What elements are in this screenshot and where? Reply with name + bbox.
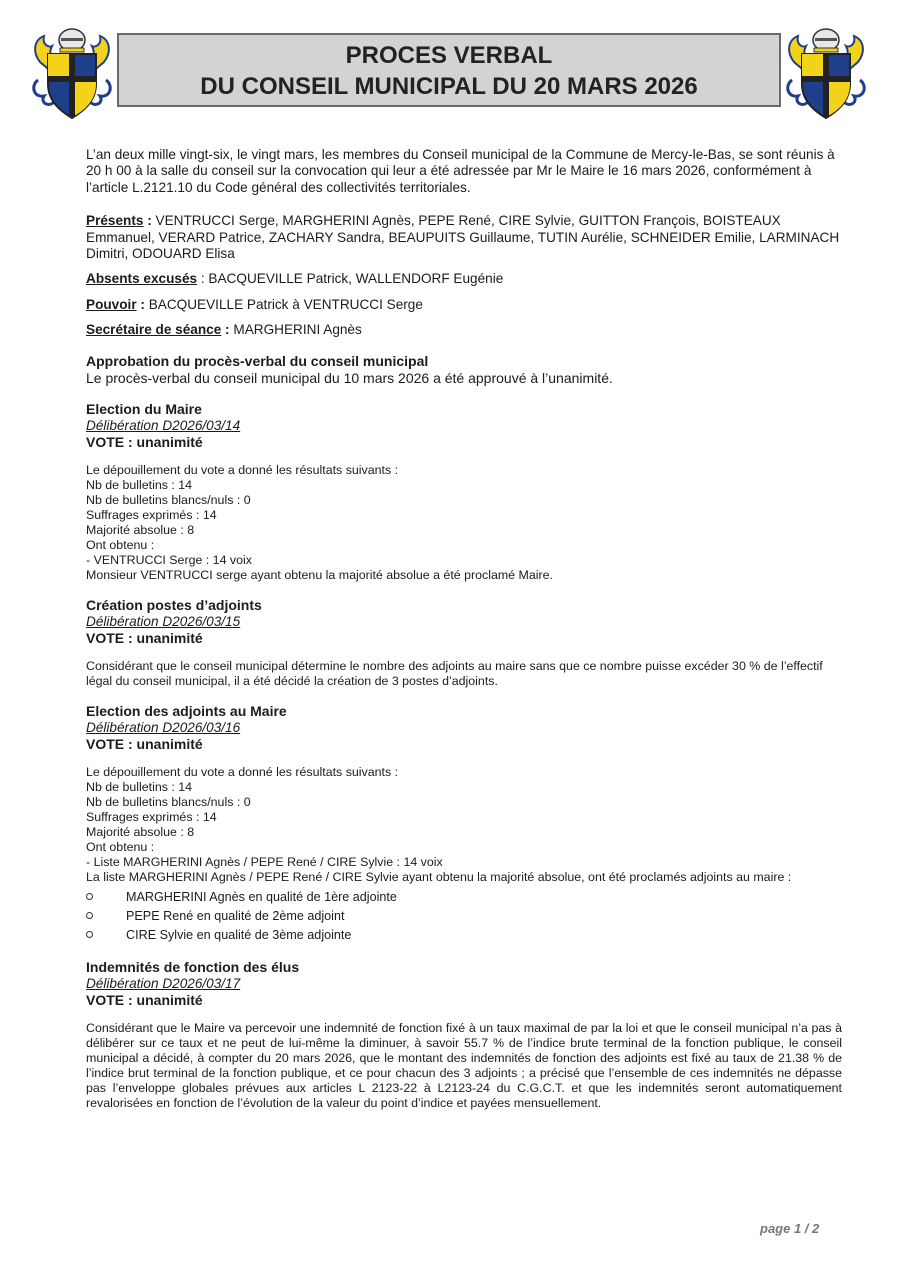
document-title-box bbox=[117, 33, 781, 107]
election-maire-line: - VENTRUCCI Serge : 14 voix bbox=[86, 552, 252, 567]
election-adjoints-line: Suffrages exprimés : 14 bbox=[86, 809, 217, 824]
presents-value: VENTRUCCI Serge, MARGHERINI Agnès, PEPE René, CIRE Sylvie, GUITTON François, BOISTEAUX Emmanuel, VERARD Patrice, ZACHARY Sandra, BEAUPUITS Guillaume, TUTIN Aurélie, SCHNEIDER Emilie, LARMINACH Dimitri, ODOUARD Elisa bbox=[86, 213, 840, 262]
attendance-pouvoir bbox=[86, 297, 842, 313]
election-maire-line: Majorité absolue : 8 bbox=[86, 522, 195, 537]
list-item bbox=[86, 926, 842, 945]
election-adjoints-line: - Liste MARGHERINI Agnès / PEPE René / CIRE Sylvie : 14 voix bbox=[86, 854, 443, 869]
election-adjoints-line: Le dépouillement du vote a donné les résultats suivants : bbox=[86, 764, 399, 779]
election-adjoints-line: Nb de bulletins : 14 bbox=[86, 779, 193, 794]
election-maire-line: Ont obtenu : bbox=[86, 537, 155, 552]
creation-postes-title: Création postes d’adjoints bbox=[86, 596, 262, 613]
election-adjoints-line: Majorité absolue : 8 bbox=[86, 824, 195, 839]
document-title-line-1: PROCES VERBAL bbox=[345, 42, 553, 69]
election-maire-line: Monsieur VENTRUCCI serge ayant obtenu la majorité absolue a été proclamé Maire. bbox=[86, 567, 553, 582]
indemnites-title: Indemnités de fonction des élus bbox=[86, 958, 300, 975]
election-adjoints-line: Ont obtenu : bbox=[86, 839, 155, 854]
list-item bbox=[86, 888, 842, 907]
attendance-presents bbox=[86, 213, 842, 262]
adjoint-text: PEPE René en qualité de 2ème adjoint bbox=[126, 908, 345, 923]
section-creation-postes bbox=[86, 597, 842, 689]
election-adjoints-vote: VOTE : unanimité bbox=[86, 735, 203, 752]
election-adjoints-deliberation: Délibération D2026/03/16 bbox=[86, 719, 241, 735]
adjoint-text: MARGHERINI Agnès en qualité de 1ère adjointe bbox=[126, 889, 397, 904]
attendance-secretaire bbox=[86, 322, 842, 338]
approval-text: Le procès-verbal du conseil municipal du 10 mars 2026 a été approuvé à l’unanimité. bbox=[86, 369, 613, 386]
adjoints-list bbox=[86, 888, 842, 945]
adjoint-text: CIRE Sylvie en qualité de 3ème adjointe bbox=[126, 927, 352, 942]
coat-of-arms-right-icon bbox=[784, 22, 868, 122]
document-title-line-2: DU CONSEIL MUNICIPAL DU 20 MARS 2026 bbox=[200, 73, 698, 100]
indemnites-vote: VOTE : unanimité bbox=[86, 991, 203, 1008]
creation-postes-deliberation: Délibération D2026/03/15 bbox=[86, 613, 241, 629]
bullet-icon bbox=[86, 931, 93, 938]
section-election-maire bbox=[86, 401, 842, 583]
absents-value: BACQUEVILLE Patrick, WALLENDORF Eugénie bbox=[204, 271, 504, 287]
secretaire-colon: : bbox=[221, 322, 230, 338]
secretaire-value: MARGHERINI Agnès bbox=[229, 322, 362, 338]
crest-helmet bbox=[59, 29, 85, 52]
election-maire-vote: VOTE : unanimité bbox=[86, 433, 203, 450]
election-maire-deliberation: Délibération D2026/03/14 bbox=[86, 417, 241, 433]
absents-label: Absents excusés bbox=[86, 271, 198, 287]
creation-postes-text: Considérant que le conseil municipal détermine le nombre des adjoints au maire sans que ce nombre puisse excéder 30 % de l’effectif légal du conseil municipal, il a été décidé la création de 3 postes d’adjoints. bbox=[86, 658, 823, 688]
page-number: page 1 / 2 bbox=[760, 1221, 820, 1236]
election-maire-title: Election du Maire bbox=[86, 400, 202, 417]
election-maire-line: Nb de bulletins blancs/nuls : 0 bbox=[86, 492, 251, 507]
pouvoir-label: Pouvoir bbox=[86, 296, 137, 312]
attendance-absents bbox=[86, 271, 842, 287]
election-maire-line: Le dépouillement du vote a donné les résultats suivants : bbox=[86, 462, 399, 477]
crest-helmet bbox=[813, 29, 839, 52]
list-item bbox=[86, 907, 842, 926]
secretaire-label: Secrétaire de séance bbox=[86, 322, 222, 338]
approval-title: Approbation du procès-verbal du conseil municipal bbox=[86, 352, 429, 369]
document-body bbox=[86, 147, 842, 1125]
crest-shield bbox=[802, 54, 850, 118]
election-adjoints-line: Nb de bulletins blancs/nuls : 0 bbox=[86, 794, 251, 809]
crest-shield bbox=[48, 54, 96, 118]
presents-colon: : bbox=[143, 213, 152, 229]
intro-paragraph: L’an deux mille vingt-six, le vingt mars, les membres du Conseil municipal de la Commune de Mercy-le-Bas, se sont réunis à 20 h 00 à la salle du conseil sur la convocation qui leur a été adressée par Mr le Maire le 16 mars 2026, conformément à l’article L.2121.10 du Code général des collectivités territoriales. bbox=[86, 147, 835, 195]
presents-label: Présents bbox=[86, 213, 144, 229]
section-indemnites bbox=[86, 959, 842, 1111]
election-maire-line: Nb de bulletins : 14 bbox=[86, 477, 193, 492]
pouvoir-colon: : bbox=[136, 296, 145, 312]
election-adjoints-title: Election des adjoints au Maire bbox=[86, 702, 287, 719]
absents-colon: : bbox=[197, 271, 205, 287]
indemnites-deliberation: Délibération D2026/03/17 bbox=[86, 975, 241, 991]
coat-of-arms-left-icon bbox=[30, 22, 114, 122]
section-election-adjoints bbox=[86, 703, 842, 945]
bullet-icon bbox=[86, 893, 93, 900]
election-adjoints-line: La liste MARGHERINI Agnès / PEPE René / CIRE Sylvie ayant obtenu la majorité absolue, ont été proclamés adjoints au maire : bbox=[86, 869, 792, 884]
pouvoir-value: BACQUEVILLE Patrick à VENTRUCCI Serge bbox=[144, 296, 423, 312]
creation-postes-vote: VOTE : unanimité bbox=[86, 629, 203, 646]
election-maire-line: Suffrages exprimés : 14 bbox=[86, 507, 217, 522]
bullet-icon bbox=[86, 912, 93, 919]
indemnites-text: Considérant que le Maire va percevoir une indemnité de fonction fixé à un taux maximal de par la loi et que le conseil municipal n’a pas à délibérer sur ce taux et ne peut de lui-même la diminuer, à savoir 55.7 % de l’indice brute terminal de la fonction publique, le conseil municipal a décidé, à compter du 20 mars 2026, que le montant des indemnités de fonction des adjoints est fixé au taux de 21.38 % de l’indice brut terminal de la fonction publique, et ce pour chacun des 3 adjoints ; a précisé que l’ensemble de ces indemnités ne dépasse pas l’enveloppe globales prévues aux articles L 2123-22 à L2123-24 du C.G.C.T. et que les indemnités seront automatiquement revalorisées en fonction de l’évolution de la valeur du point d’indice et payées mensuellement. bbox=[86, 1020, 842, 1110]
